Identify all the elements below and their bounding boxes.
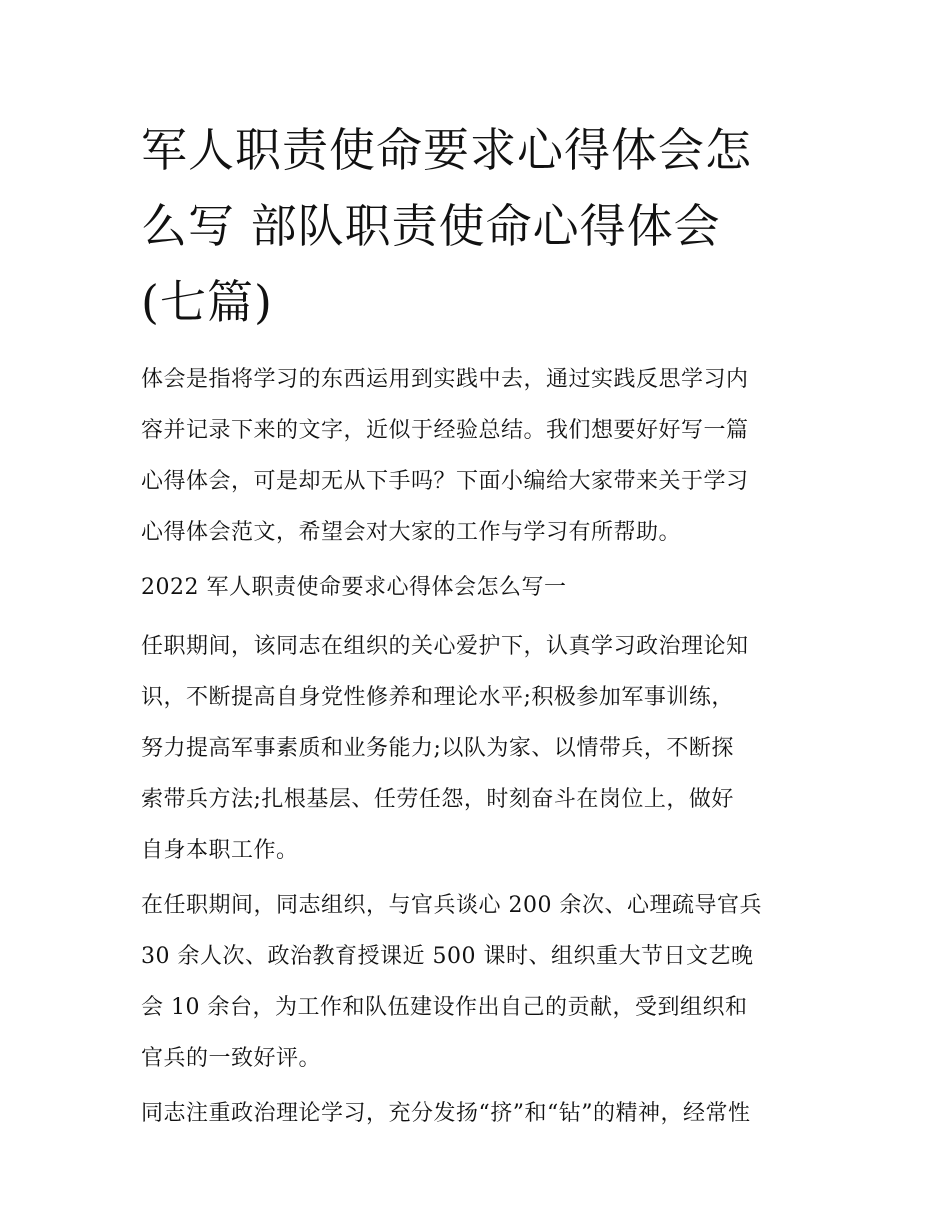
body-paragraph [141, 1088, 821, 1139]
text-line: 体会是指将学习的东西运用到实践中去，通过实践反思学习内 [141, 367, 749, 392]
text-line: 识，不断提高自身党性修养和理论水平;积极参加军事训练， [141, 685, 734, 710]
text-line: 心得体会，可是却无从下手吗？下面小编给大家带来关于学习 [141, 469, 749, 494]
title-line: (七篇) [141, 275, 273, 329]
text-line: 任职期间，该同志在组织的关心爱护下，认真学习政治理论知 [141, 634, 749, 659]
section-heading [141, 562, 821, 613]
text-line: 同志注重政治理论学习，充分发扬“挤”和“钻”的精神，经常性 [141, 1101, 751, 1126]
text-line: 容并记录下来的文字，近似于经验总结。我们想要好好写一篇 [141, 418, 749, 443]
text-line: 在任职期间，同志组织，与官兵谈心 200 余次、心理疏导官兵 [141, 893, 762, 918]
text-line: 30 余人次、政治教育授课近 500 课时、组织重大节日文艺晚 [141, 944, 754, 969]
document-title [141, 112, 821, 340]
body-paragraph [141, 621, 821, 876]
text-line: 索带兵方法;扎根基层、任劳任怨，时刻奋斗在岗位上，做好 [141, 787, 734, 812]
body-paragraph [141, 880, 821, 1084]
text-line: 官兵的一致好评。 [141, 1046, 322, 1071]
document-page [141, 112, 821, 1143]
intro-paragraph [141, 354, 821, 558]
text-line: 2022 军人职责使命要求心得体会怎么写一 [141, 575, 567, 600]
text-line: 会 10 余台，为工作和队伍建设作出自己的贡献，受到组织和 [141, 995, 748, 1020]
title-line: 军人职责使命要求心得体会怎 [141, 123, 752, 177]
text-line: 努力提高军事素质和业务能力;以队为家、以情带兵，不断探 [141, 736, 734, 761]
text-line: 自身本职工作。 [141, 838, 299, 863]
text-line: 心得体会范文，希望会对大家的工作与学习有所帮助。 [141, 520, 682, 545]
title-line: 么写 部队职责使命心得体会 [141, 199, 721, 253]
